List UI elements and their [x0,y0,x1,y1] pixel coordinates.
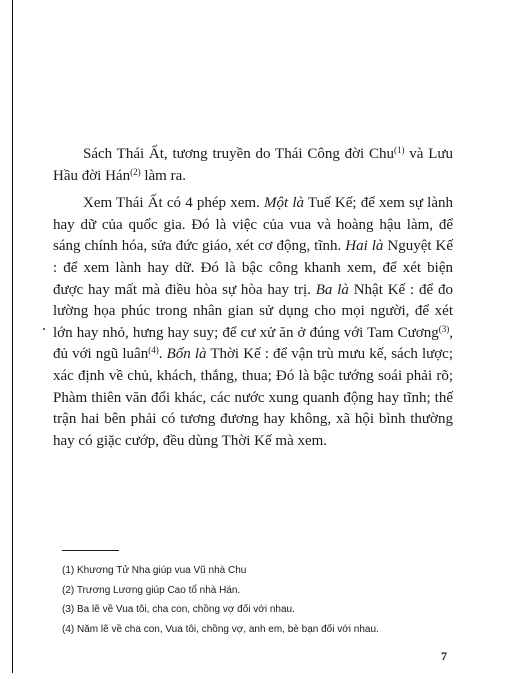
text-run: Xem Thái Ất có 4 phép xem. [83,195,264,212]
italic-ordinal: Ba là [315,281,349,298]
footnote-separator [62,550,119,551]
footnotes [62,561,472,639]
stray-dot [43,328,45,330]
text-run: . [158,346,167,363]
italic-ordinal: Bốn là [166,346,207,363]
footnote-ref: (2) [130,166,141,177]
paragraph-2 [53,193,453,452]
footnote-ref: (3) [438,323,450,334]
page-number: 7 [441,649,447,663]
main-text [53,144,453,452]
paragraph-1 [53,144,453,187]
text-run: Nhật Kế : để đo lường họa phúc trong nhân gian sử dụng cho mọi người, để xét lớn hay nhỏ, hưng hay suy; để cư xử ăn ở đúng với Tam Cương [53,281,453,341]
text-run: làm ra. [140,167,186,184]
text-run: Nguyệt Kế : để xem lành hay dữ. Đó là bậc công khanh xem, để xét biện được hay mất mà điều hòa sự hòa hay trị. [53,238,454,298]
italic-ordinal: Hai là [345,238,384,255]
footnote-ref: (1) [393,145,405,155]
text-run: Thời Kế : để vận trù mưu kế, sách lược; xác định về chủ, khách, thắng, thua; Đó là bậc tướng soái phải rõ; Phàm thiên văn đổi khác, các nước xung quanh động hay tĩnh; thế trận hai bên phải có tương đương hay không, xã hội bình thường hay có giặc cướp, đều dùng Thời Kế mà xem. [53,346,454,449]
italic-ordinal: Một là [263,195,304,212]
page-left-border [12,0,13,673]
footnote-3: (3) Ba lẽ về Vua tôi, cha con, chồng vợ đối với nhau. [62,604,295,615]
text-run: Tuế Kế; để xem sự lành hay dữ của quốc gia. Đó là việc của vua và hoàng hậu làm, để sáng chính hóa, sửa đức giáo, xét cơ động, tĩnh. [53,195,453,255]
footnote-ref: (4) [148,345,159,356]
text-run: và Lưu Hầu đời Hán [53,146,453,184]
footnote-2: (2) Trương Lương giúp Cao tổ nhà Hán. [62,584,241,596]
text-run: , đủ với ngũ luân [53,324,453,363]
text-run: Sách Thái Ất, tương truyền do Thái Công đời Chu [83,146,394,162]
footnote-4: (4) Năm lẽ về cha con, Vua tôi, chồng vợ, anh em, bè bạn đối với nhau. [62,623,379,635]
footnote-1: (1) Khương Tử Nha giúp vua Vũ nhà Chu [62,565,247,576]
